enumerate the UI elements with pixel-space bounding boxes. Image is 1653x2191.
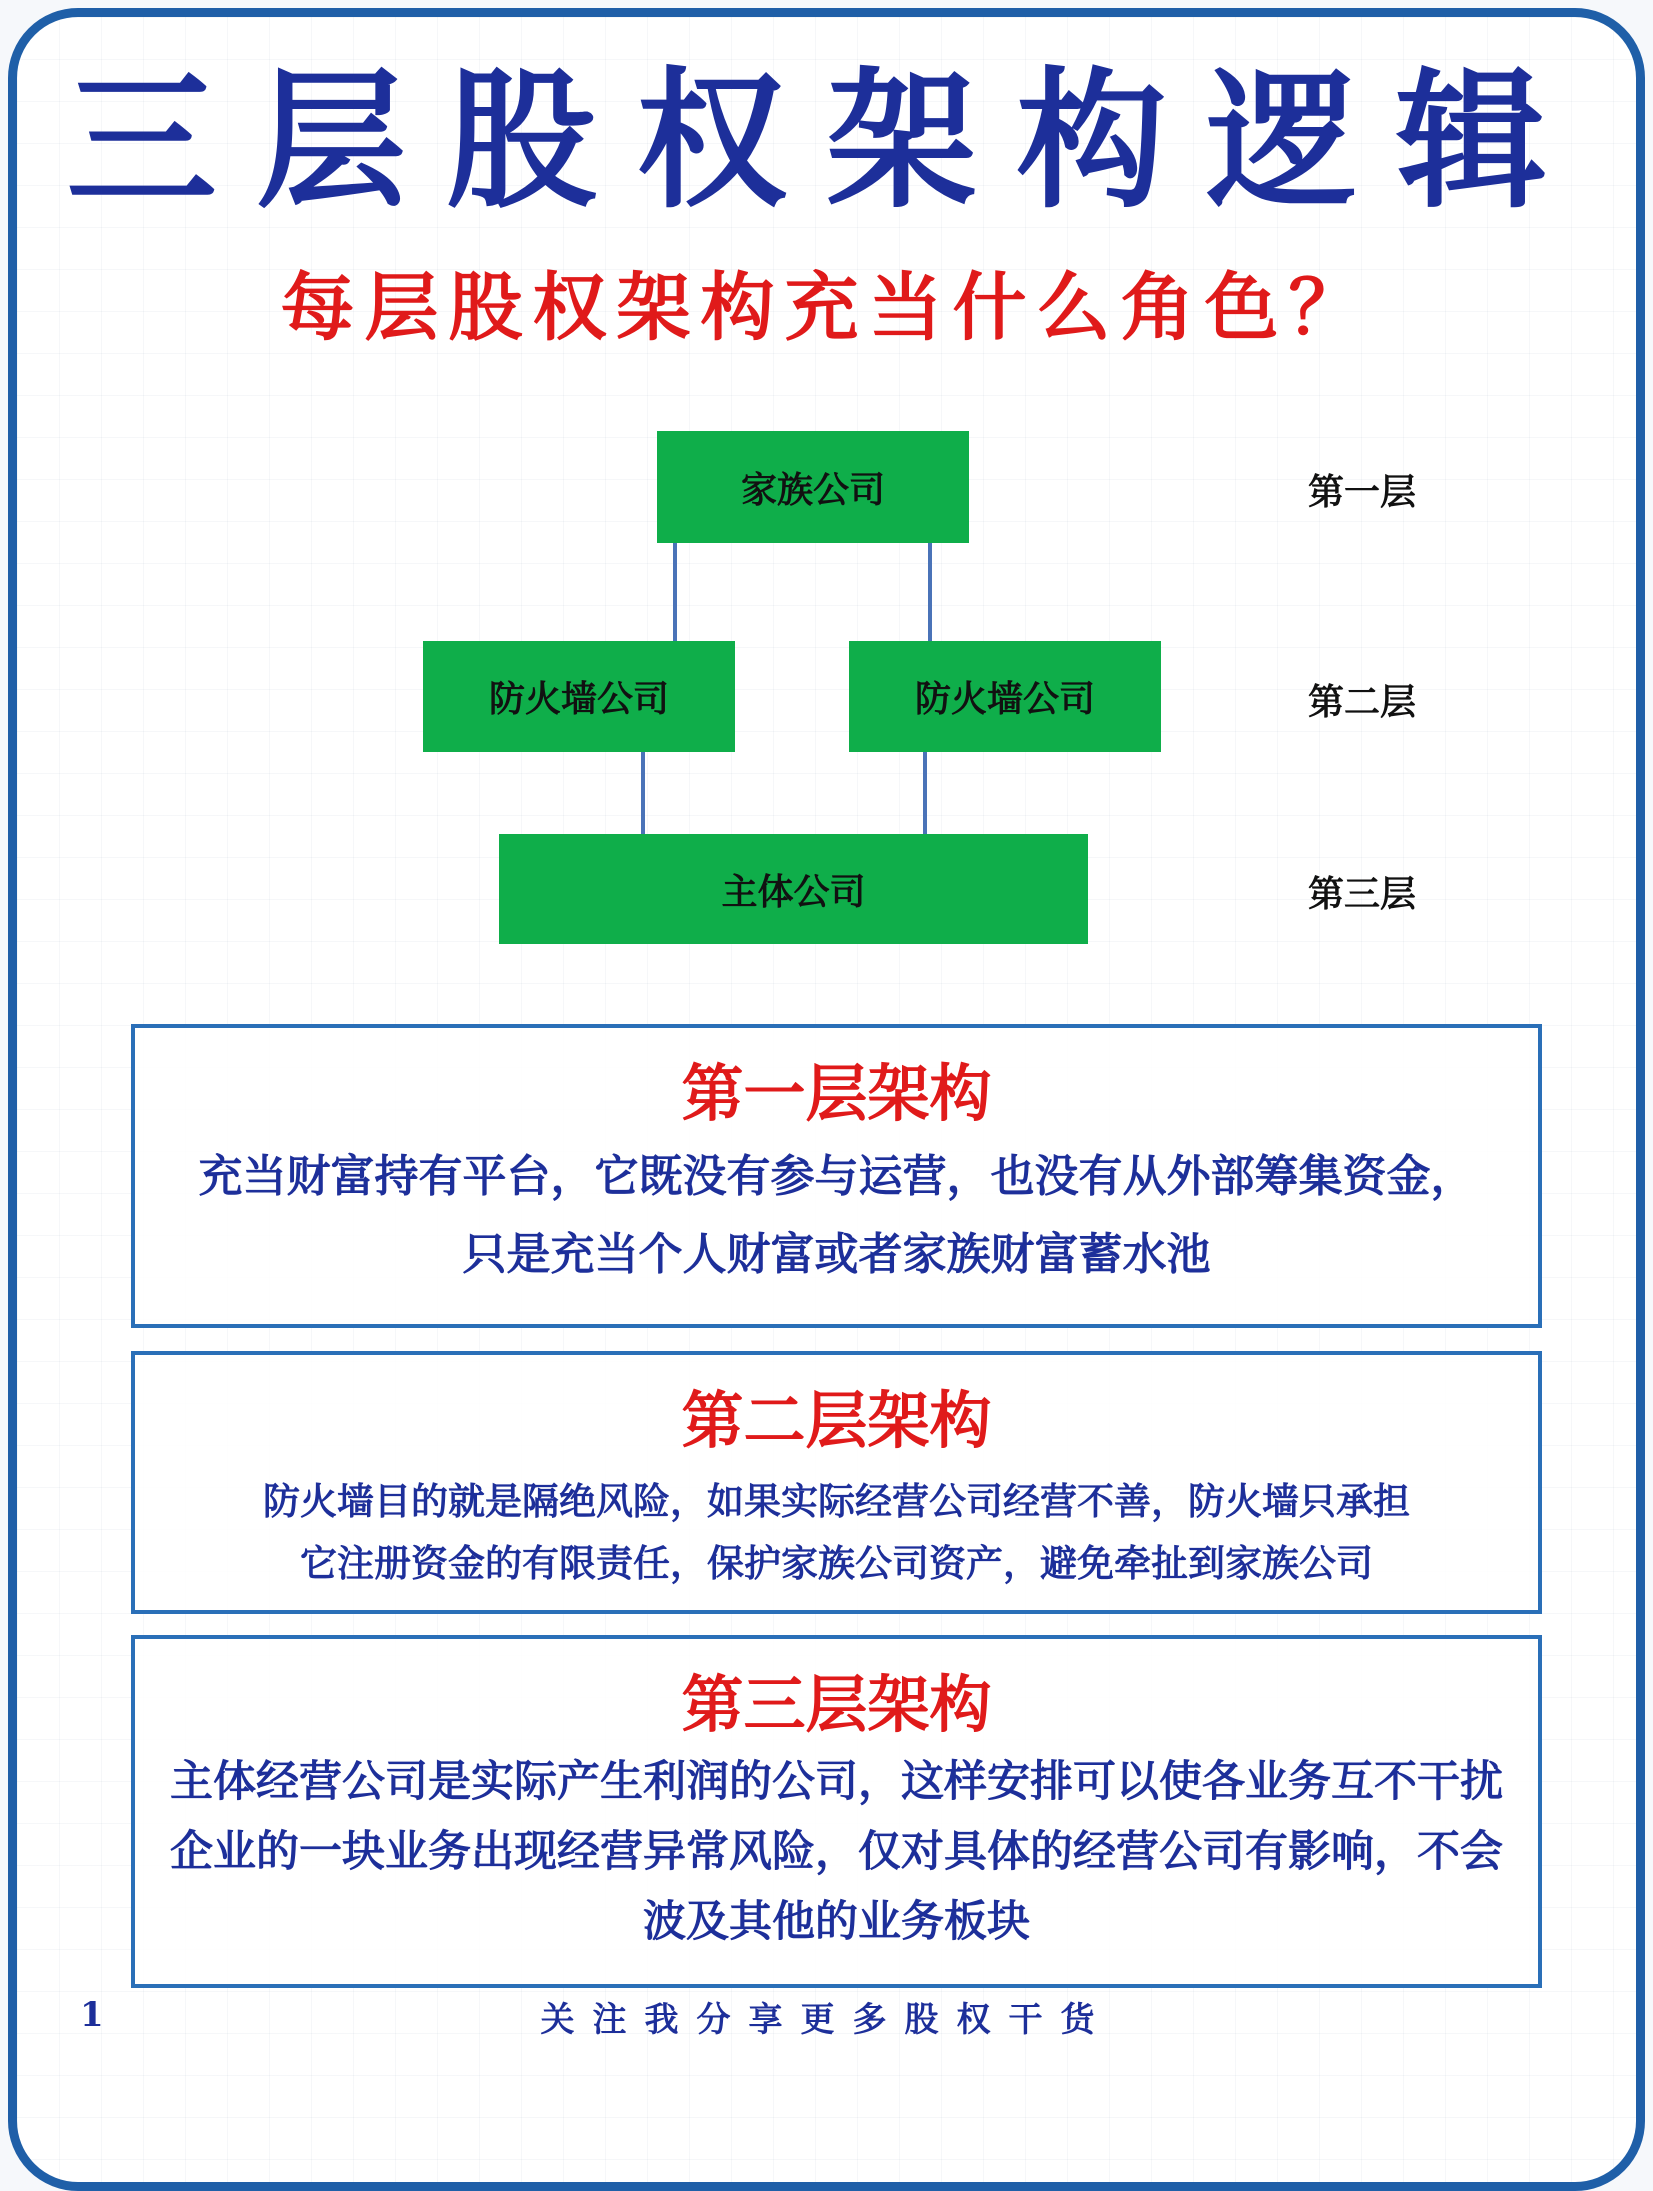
node-firewall-right: 防火墙公司	[849, 641, 1161, 752]
level-label-2: 第二层	[1308, 682, 1417, 723]
section-line: 防火墙目的就是隔绝风险，如果实际经营公司经营不善，防火墙只承担	[263, 1480, 1410, 1523]
page-title: 三层股权架构逻辑	[66, 55, 1587, 229]
level-label-1: 第一层	[1308, 472, 1417, 513]
section-line: 波及其他的业务板块	[643, 1897, 1030, 1947]
page-number: 1	[80, 1995, 104, 2035]
node-main-company: 主体公司	[499, 834, 1088, 944]
section-body	[135, 1138, 1538, 1294]
section-line: 它注册资金的有限责任，保护家族公司资产，避免牵扯到家族公司	[300, 1542, 1373, 1585]
section-line: 充当财富持有平台，它既没有参与运营，也没有从外部筹集资金，	[198, 1151, 1475, 1202]
section-layer-2	[131, 1351, 1542, 1614]
node-family-company: 家族公司	[657, 431, 969, 543]
connector-family-right	[928, 543, 932, 643]
section-body	[135, 1747, 1538, 1957]
page-subtitle: 每层股权架构充当什么角色？	[280, 265, 1373, 351]
section-layer-1	[131, 1024, 1542, 1328]
section-title: 第一层架构	[681, 1057, 992, 1130]
section-title: 第二层架构	[681, 1384, 992, 1457]
section-layer-3	[131, 1635, 1542, 1988]
section-line: 只是充当个人财富或者家族财富蓄水池	[462, 1229, 1211, 1280]
connector-family-left	[673, 543, 677, 643]
section-title: 第三层架构	[681, 1668, 992, 1741]
section-line: 企业的一块业务出现经营异常风险，仅对具体的经营公司有影响，不会	[170, 1827, 1503, 1877]
connector-left-main	[641, 752, 645, 838]
section-line: 主体经营公司是实际产生利润的公司，这样安排可以使各业务互不干扰	[170, 1757, 1503, 1807]
connector-right-main	[923, 752, 927, 838]
node-firewall-left: 防火墙公司	[423, 641, 735, 752]
footer-text: 关注我分享更多股权干货	[540, 2000, 1113, 2040]
section-body	[135, 1471, 1538, 1595]
level-label-3: 第三层	[1308, 874, 1417, 915]
